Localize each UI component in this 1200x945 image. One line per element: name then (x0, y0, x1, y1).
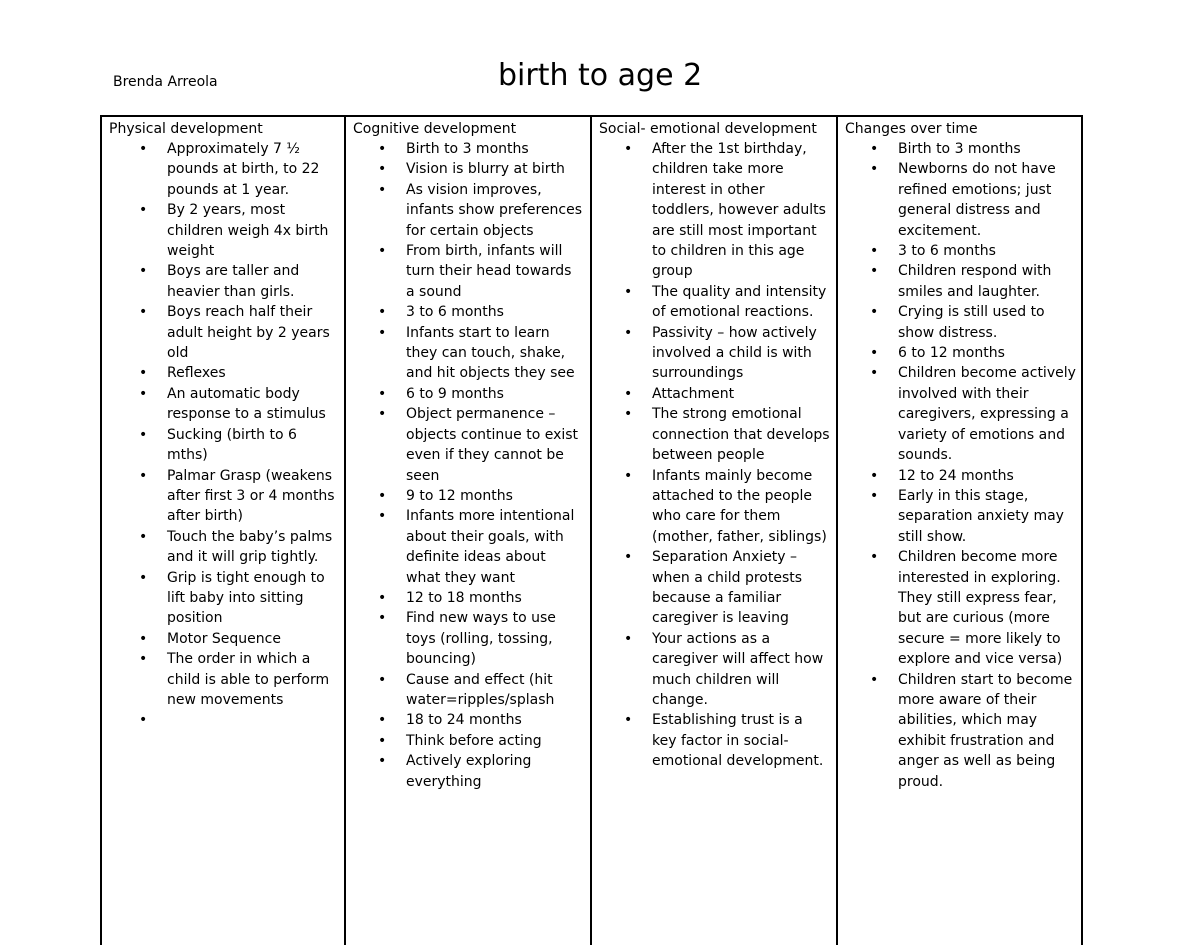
bullet-icon: • (624, 406, 633, 423)
bullet-icon: • (870, 263, 879, 280)
column-changes-over-time (838, 117, 1083, 945)
list-item-text: Think before acting (406, 732, 542, 749)
bullet-icon: • (139, 569, 148, 586)
list-item-text: Crying is still used to show distress. (898, 304, 1045, 341)
bullet-icon: • (378, 610, 387, 627)
list-item (378, 731, 590, 751)
bullet-icon: • (378, 732, 387, 749)
bullet-icon: • (870, 487, 879, 504)
list-item (139, 425, 344, 466)
list-item (378, 241, 590, 302)
list-item (870, 670, 1083, 792)
column-social-emotional-development (592, 117, 838, 945)
bullet-icon: • (624, 283, 633, 300)
list-item (870, 241, 1083, 261)
bullet-icon: • (624, 549, 633, 566)
list-item (624, 710, 836, 771)
list-item (378, 751, 590, 792)
bullet-icon: • (624, 324, 633, 341)
list-item-text: 3 to 6 months (406, 304, 504, 321)
bullet-icon: • (870, 141, 879, 157)
bullet-icon: • (870, 549, 879, 566)
list-item (139, 139, 344, 200)
list-item-text: The quality and intensity of emotional reactions. (652, 283, 827, 321)
list-item (870, 302, 1083, 343)
bullet-icon: • (624, 630, 633, 647)
list-item (378, 608, 590, 669)
list-item-text: Establishing trust is a key factor in social-emotional development. (652, 712, 824, 770)
bullet-icon: • (139, 651, 148, 668)
list-item (378, 384, 590, 404)
column-heading: Social- emotional development (599, 121, 817, 137)
development-table (100, 115, 1083, 945)
bullet-icon: • (378, 324, 387, 341)
list-item-text: Grip is tight enough to lift baby into sitting position (167, 569, 325, 627)
bullet-icon: • (624, 141, 633, 157)
list-item (870, 343, 1083, 363)
list-item-text: Passivity – how actively involved a child is with surroundings (652, 324, 817, 382)
list-item (378, 506, 590, 588)
list-item-text: Infants more intentional about their goals, with definite ideas about what they want (406, 508, 575, 586)
bullet-icon: • (378, 712, 387, 729)
list-item-text: Children become more interested in exploring. They still express fear, but are curious (more secure = more likely to explore and vice versa) (898, 549, 1063, 668)
bullet-icon: • (139, 630, 148, 647)
list-item-text: Vision is blurry at birth (406, 161, 565, 178)
list-item (870, 261, 1083, 302)
bullet-list (109, 139, 344, 729)
list-item-text: As vision improves, infants show preferences for certain objects (406, 181, 583, 239)
list-item (624, 282, 836, 323)
bullet-icon: • (139, 263, 148, 280)
list-item-text: Separation Anxiety – when a child protests because a familiar caregiver is leaving (652, 549, 803, 627)
bullet-icon: • (870, 304, 879, 321)
list-item (378, 588, 590, 608)
bullet-icon: • (378, 304, 387, 321)
list-item (870, 363, 1083, 465)
list-item-text: From birth, infants will turn their head towards a sound (406, 243, 572, 300)
list-item-text: Sucking (birth to 6 mths) (167, 426, 297, 464)
list-item (139, 302, 344, 363)
bullet-icon: • (378, 589, 387, 606)
list-item-text: Find new ways to use toys (rolling, tossing, bouncing) (406, 610, 556, 668)
list-item-text: Boys reach half their adult height by 2 years old (167, 304, 330, 362)
list-item (378, 710, 590, 730)
list-item (378, 670, 590, 711)
bullet-icon: • (139, 528, 148, 545)
list-item-text: 12 to 18 months (406, 589, 522, 606)
list-item (624, 404, 836, 465)
list-item-text: Object permanence – objects continue to exist even if they cannot be seen (406, 406, 579, 484)
bullet-icon: • (624, 712, 633, 729)
bullet-icon: • (378, 753, 387, 770)
list-item-text: 18 to 24 months (406, 712, 522, 729)
list-item-text: The strong emotional connection that develops between people (652, 406, 830, 464)
list-item (870, 486, 1083, 547)
list-item (624, 629, 836, 711)
list-item-text: Boys are taller and heavier than girls. (167, 263, 300, 300)
list-item (139, 261, 344, 302)
list-item (378, 404, 590, 486)
bullet-icon: • (378, 487, 387, 504)
bullet-icon: • (378, 243, 387, 260)
list-item-text: After the 1st birthday, children take more interest in other toddlers, however adults are still most important to children in this age group (652, 141, 826, 280)
list-item (378, 139, 590, 159)
bullet-icon: • (139, 141, 148, 157)
bullet-icon: • (870, 671, 879, 688)
bullet-icon: • (378, 141, 387, 157)
list-item (870, 547, 1083, 669)
bullet-icon: • (378, 385, 387, 402)
column-physical-development (102, 117, 346, 945)
bullet-icon: • (870, 365, 879, 382)
column-cognitive-development (346, 117, 592, 945)
list-item-text: 9 to 12 months (406, 487, 513, 504)
bullet-icon: • (624, 467, 633, 484)
list-item (870, 139, 1083, 159)
bullet-icon: • (139, 202, 148, 219)
list-item (139, 629, 344, 649)
bullet-icon: • (378, 508, 387, 525)
bullet-icon: • (139, 467, 148, 484)
list-item-text: Touch the baby’s palms and it will grip tightly. (167, 528, 333, 566)
list-item-text: Infants mainly become attached to the people who care for them (mother, father, siblings) (652, 467, 827, 545)
list-item (139, 527, 344, 568)
list-item (139, 200, 344, 261)
list-item-text: Infants start to learn they can touch, shake, and hit objects they see (406, 324, 575, 382)
list-item (378, 180, 590, 241)
list-item (870, 159, 1083, 241)
list-item-text: Children become actively involved with their caregivers, expressing a variety of emotions and sounds. (898, 365, 1076, 464)
list-item-text: Newborns do not have refined emotions; just general distress and excitement. (898, 161, 1056, 239)
bullet-icon: • (139, 712, 148, 729)
list-item-text: Cause and effect (hit water=ripples/splash (406, 671, 555, 708)
bullet-icon: • (139, 365, 148, 382)
bullet-icon: • (378, 406, 387, 423)
author-name: Brenda Arreola (113, 74, 218, 90)
list-item-text: Reflexes (167, 365, 226, 382)
list-item-text: 6 to 9 months (406, 385, 504, 402)
list-item-text: 3 to 6 months (898, 243, 996, 260)
list-item (624, 466, 836, 548)
bullet-icon: • (378, 181, 387, 198)
column-heading: Changes over time (845, 121, 978, 137)
list-item-text: Actively exploring everything (406, 753, 532, 790)
list-item (378, 323, 590, 384)
list-item-text: 6 to 12 months (898, 345, 1005, 362)
list-item-text: By 2 years, most children weigh 4x birth weight (167, 202, 329, 260)
bullet-icon: • (139, 385, 148, 402)
bullet-icon: • (378, 161, 387, 178)
list-item (378, 486, 590, 506)
list-item (624, 384, 836, 404)
bullet-icon: • (624, 385, 633, 402)
list-item-text: Palmar Grasp (weakens after first 3 or 4 months after birth) (167, 467, 335, 525)
list-item-text: An automatic body response to a stimulus (167, 385, 326, 423)
list-item (870, 466, 1083, 486)
list-item-text: Early in this stage, separation anxiety may still show. (898, 487, 1064, 545)
list-item (378, 302, 590, 322)
list-item (624, 139, 836, 282)
list-item (624, 323, 836, 384)
list-item (139, 363, 344, 383)
list-item-text: Attachment (652, 385, 735, 402)
bullet-icon: • (870, 243, 879, 260)
bullet-icon: • (139, 426, 148, 443)
bullet-icon: • (870, 467, 879, 484)
list-item (139, 466, 344, 527)
list-item (139, 649, 344, 710)
list-item-text: Children respond with smiles and laughter. (898, 263, 1052, 300)
column-heading: Cognitive development (353, 121, 517, 137)
list-item (624, 547, 836, 629)
bullet-list (353, 139, 590, 792)
bullet-icon: • (139, 304, 148, 321)
bullet-list (599, 139, 836, 772)
list-item-text: Motor Sequence (167, 630, 281, 647)
list-item-text: Birth to 3 months (406, 141, 529, 157)
list-item-text: Your actions as a caregiver will affect how much children will change. (652, 630, 824, 708)
list-item-text: Approximately 7 ½ pounds at birth, to 22 pounds at 1 year. (167, 141, 320, 198)
column-heading: Physical development (109, 121, 263, 137)
bullet-icon: • (870, 345, 879, 362)
bullet-icon: • (378, 671, 387, 688)
list-item (139, 568, 344, 629)
bullet-list (845, 139, 1083, 792)
list-item (378, 159, 590, 179)
list-item (139, 384, 344, 425)
bullet-icon: • (870, 161, 879, 178)
list-item-text: The order in which a child is able to perform new movements (167, 651, 330, 708)
list-item-text: Children start to become more aware of their abilities, which may exhibit frustration and anger as well as being proud. (898, 671, 1073, 790)
page-title: birth to age 2 (498, 58, 703, 93)
list-item-text: 12 to 24 months (898, 467, 1014, 484)
list-item-text: Birth to 3 months (898, 141, 1021, 157)
